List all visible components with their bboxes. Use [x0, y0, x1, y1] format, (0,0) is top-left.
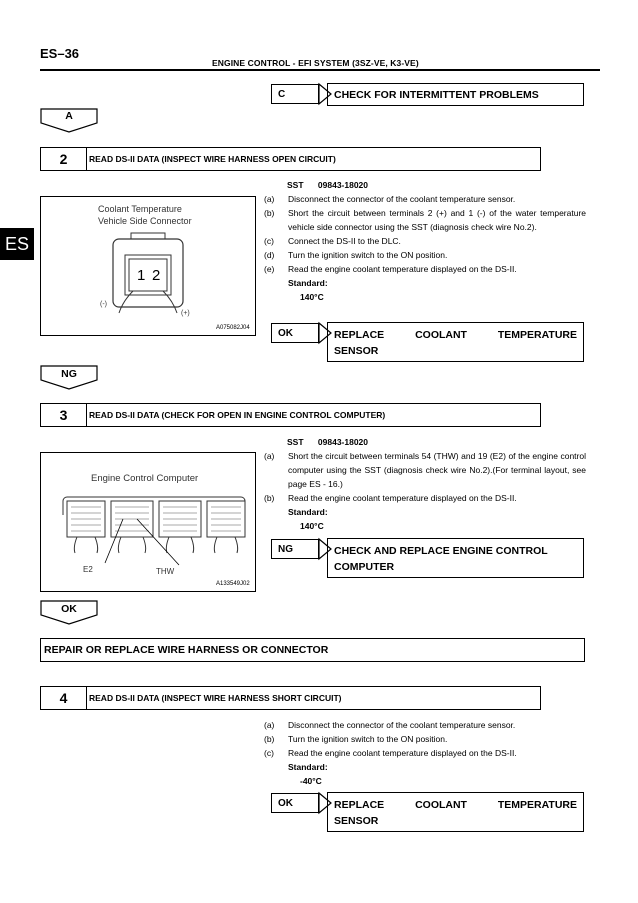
- step-3-title: READ DS-II DATA (CHECK FOR OPEN IN ENGINE CONTROL COMPUTER): [89, 410, 386, 420]
- instruction-text: Short the circuit between terminals 2 (+) and 1 (-) of the water temperature vehicle side connector using the SST (diagnosis check wire No.2).: [288, 208, 586, 232]
- result-word: COOLANT: [415, 329, 467, 341]
- instruction-label: (e): [264, 264, 275, 274]
- instruction-row: [264, 206, 586, 234]
- standard-value: -40°C: [300, 776, 322, 786]
- pin-1-label: 1: [137, 267, 146, 284]
- tag-ok: OK: [271, 323, 319, 343]
- step-4-instructions: [264, 718, 586, 788]
- replace-computer-result: [327, 538, 584, 578]
- tag-ok: OK: [271, 793, 319, 813]
- tag-c: C: [271, 84, 319, 104]
- standard-value: 140°C: [300, 292, 324, 302]
- instruction-label: (a): [264, 194, 275, 204]
- computer-connectors-drawing: [59, 487, 249, 577]
- standard-value: 140°C: [300, 521, 324, 531]
- replace-sensor-result: [327, 322, 584, 362]
- tag-ng: NG: [271, 539, 319, 559]
- branch-ok-label: OK: [61, 603, 77, 615]
- sst-number: 09843-18020: [317, 437, 369, 447]
- instruction-label: (b): [264, 734, 275, 744]
- instruction-row: [264, 262, 586, 276]
- instruction-label: (c): [264, 236, 274, 246]
- instruction-label: (a): [264, 451, 275, 461]
- coolant-connector-figure: [40, 196, 256, 336]
- e2-label: E2: [83, 565, 93, 574]
- header-rule: [40, 69, 600, 71]
- figure-title-line1: Coolant Temperature: [98, 204, 182, 214]
- step-3-sst: [287, 435, 368, 449]
- result-word: REPLACE: [334, 329, 385, 341]
- page-number: ES–36: [40, 46, 80, 61]
- instruction-text: Connect the DS-II to the DLC.: [288, 236, 401, 246]
- step-3-header: [40, 403, 541, 427]
- instruction-row: [264, 248, 586, 262]
- minus-terminal-label: (-): [100, 301, 107, 308]
- instruction-text: Disconnect the connector of the coolant temperature sensor.: [288, 720, 516, 730]
- figure-title: Engine Control Computer: [91, 473, 199, 484]
- standard-label: Standard:: [288, 762, 328, 772]
- instruction-row: [264, 718, 586, 732]
- instruction-row: [264, 732, 586, 746]
- figure-code: A075082J04: [216, 325, 250, 331]
- sst-label: SST: [287, 180, 304, 190]
- step-2-number: 2: [41, 148, 87, 170]
- intermittent-problems-result: CHECK FOR INTERMITTENT PROBLEMS: [327, 83, 584, 106]
- instruction-text: Disconnect the connector of the coolant temperature sensor.: [288, 194, 516, 204]
- step-2-title: READ DS-II DATA (INSPECT WIRE HARNESS OPEN CIRCUIT): [89, 154, 336, 164]
- standard-label: Standard:: [288, 278, 328, 288]
- instruction-label: (b): [264, 208, 275, 218]
- instruction-text: Read the engine coolant temperature displayed on the DS-II.: [288, 493, 517, 503]
- result-word: TEMPERATURE: [497, 329, 577, 341]
- instruction-row: [264, 449, 586, 491]
- result-word: COOLANT: [415, 799, 467, 811]
- instruction-text: Read the engine coolant temperature displayed on the DS-II.: [288, 264, 517, 274]
- pin-2-label: 2: [152, 267, 161, 284]
- instruction-text: Turn the ignition switch to the ON position.: [288, 734, 448, 744]
- instruction-row: [264, 491, 586, 505]
- instruction-row: [264, 746, 586, 760]
- connector-drawing: [111, 231, 191, 321]
- sst-label: SST: [287, 437, 304, 447]
- step-2-instructions: [264, 192, 586, 304]
- figure-title-line2: Vehicle Side Connector: [98, 216, 192, 226]
- instruction-text: Turn the ignition switch to the ON position.: [288, 250, 448, 260]
- step-4-header: [40, 686, 541, 710]
- instruction-label: (a): [264, 720, 275, 730]
- section-tab: ES: [0, 228, 34, 260]
- result-line-2: COMPUTER: [334, 561, 395, 573]
- instruction-text: Read the engine coolant temperature displayed on the DS-II.: [288, 748, 517, 758]
- step-3-instructions: [264, 449, 586, 533]
- branch-a-label: A: [65, 110, 73, 122]
- result-word: REPLACE: [334, 799, 385, 811]
- step-2-header: [40, 147, 541, 171]
- thw-label: THW: [156, 567, 175, 576]
- result-line-2: SENSOR: [334, 345, 379, 357]
- figure-code: A133549J02: [216, 581, 250, 587]
- instruction-row: [264, 234, 586, 248]
- result-word: TEMPERATURE: [497, 799, 577, 811]
- sst-number: 09843-18020: [317, 180, 369, 190]
- instruction-row: [264, 192, 586, 206]
- replace-sensor-result: [327, 792, 584, 832]
- step-3-number: 3: [41, 404, 87, 426]
- instruction-text: Short the circuit between terminals 54 (THW) and 19 (E2) of the engine control computer using the SST (diagnosis check wire No.2).(For terminal layout, see page ES - 16.): [288, 451, 586, 489]
- header-title: ENGINE CONTROL - EFI SYSTEM (3SZ-VE, K3-VE): [212, 58, 419, 68]
- instruction-label: (d): [264, 250, 275, 260]
- instruction-label: (b): [264, 493, 275, 503]
- standard-label: Standard:: [288, 507, 328, 517]
- branch-ng-label: NG: [61, 368, 77, 380]
- result-line-2: SENSOR: [334, 815, 379, 827]
- plus-terminal-label: (+): [181, 310, 190, 317]
- step-4-number: 4: [41, 687, 87, 709]
- repair-harness-result: REPAIR OR REPLACE WIRE HARNESS OR CONNECTOR: [40, 638, 585, 662]
- result-line-1: CHECK AND REPLACE ENGINE CONTROL: [334, 545, 548, 557]
- step-2-sst: [287, 178, 368, 192]
- step-4-title: READ DS-II DATA (INSPECT WIRE HARNESS SHORT CIRCUIT): [89, 693, 342, 703]
- instruction-label: (c): [264, 748, 274, 758]
- engine-computer-figure: [40, 452, 256, 592]
